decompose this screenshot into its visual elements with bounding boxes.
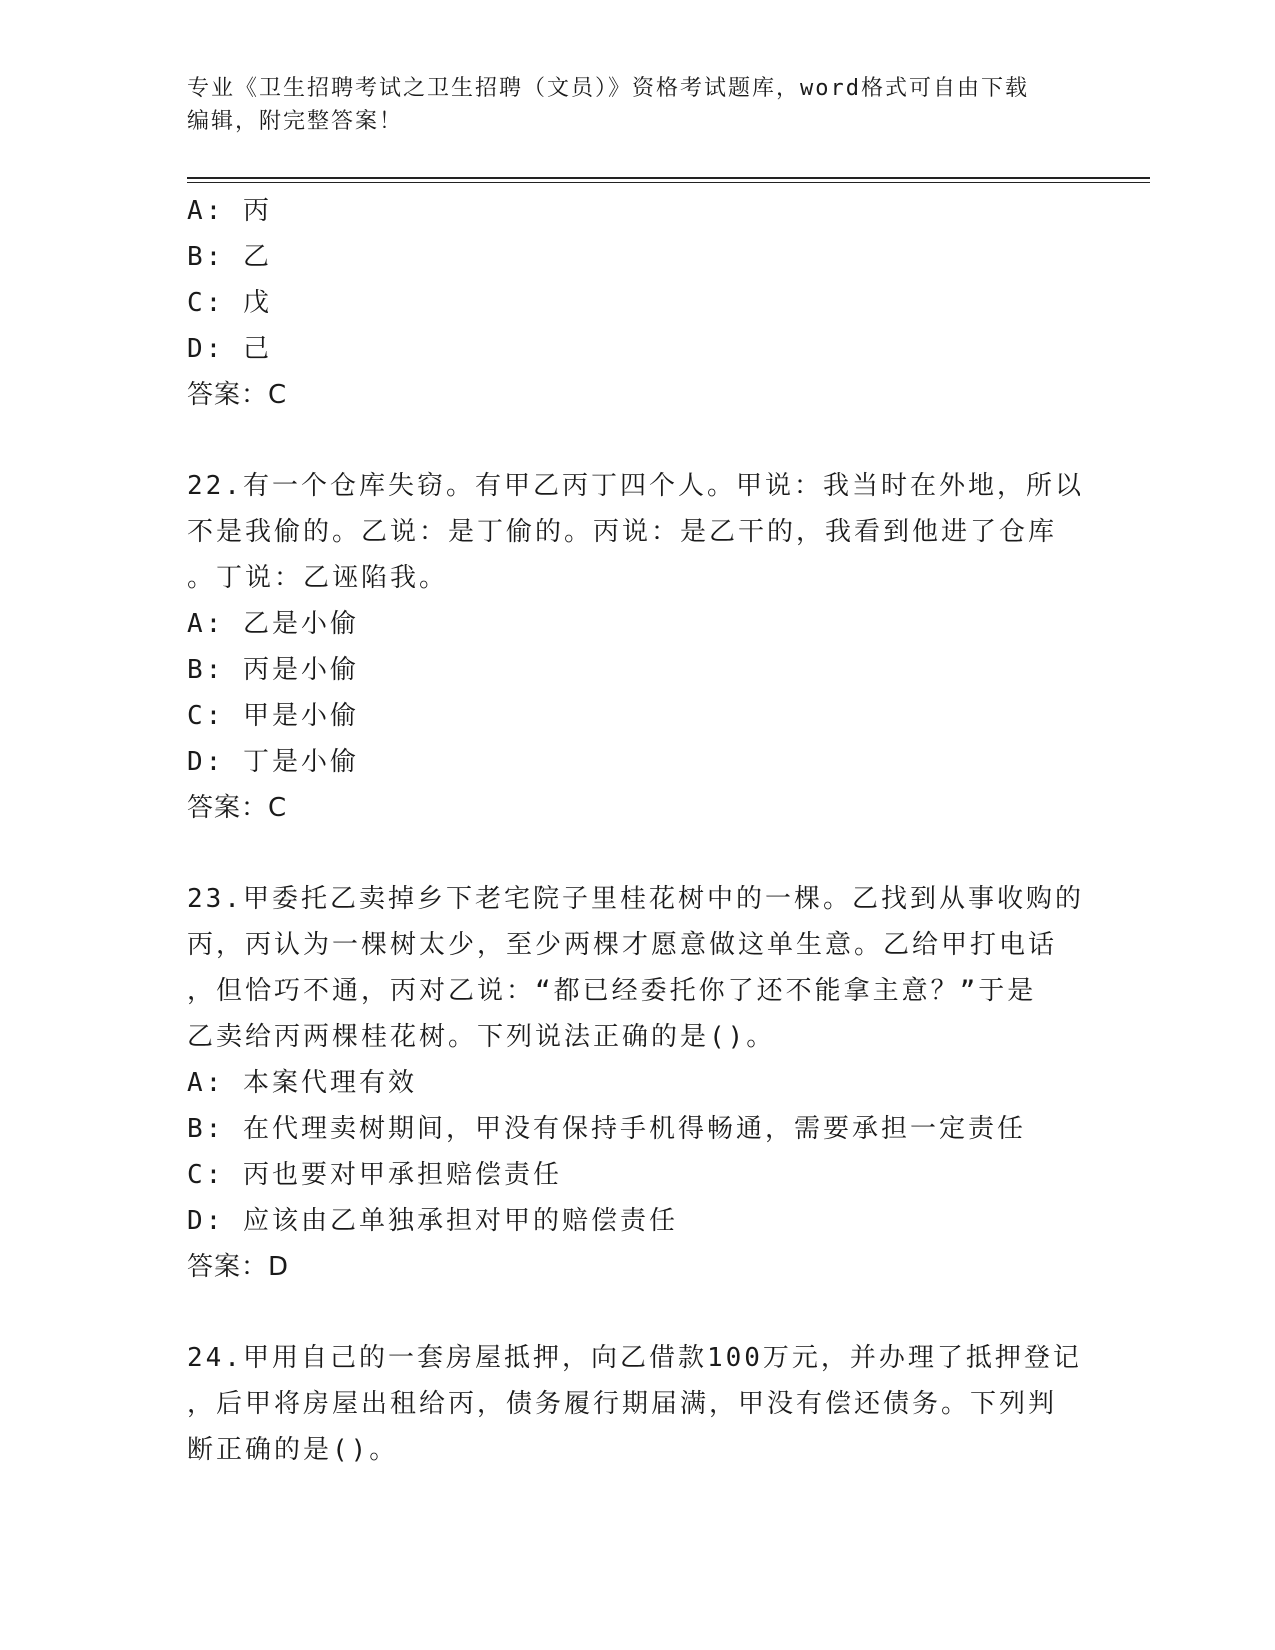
question-text-line: 。丁说：乙诬陷我。: [187, 563, 449, 593]
option-d: D: 应该由乙单独承担对甲的赔偿责任: [187, 1206, 678, 1236]
header-line-2: 编辑，附完整答案！: [187, 109, 404, 134]
question-text-line: 不是我偷的。乙说：是丁偷的。丙说：是乙干的，我看到他进了仓库: [187, 517, 1058, 547]
document-header: [187, 72, 1067, 138]
answer-line: 答案：D: [187, 1252, 290, 1282]
option-d: D: 己: [187, 334, 272, 364]
option-c: C: 戊: [187, 288, 272, 318]
question-text-line: 丙，丙认为一棵树太少，至少两棵才愿意做这单生意。乙给甲打电话: [187, 930, 1058, 960]
question-22: [187, 463, 1087, 831]
question-content: [187, 188, 1087, 1473]
question-21: [187, 188, 1087, 418]
spacer: [187, 1290, 1087, 1335]
option-b: B: 在代理卖树期间，甲没有保持手机得畅通，需要承担一定责任: [187, 1114, 1026, 1144]
spacer: [187, 831, 1087, 876]
header-line-1: 专业《卫生招聘考试之卫生招聘（文员）》资格考试题库，word格式可自由下载: [187, 76, 1029, 101]
option-a: A: 本案代理有效: [187, 1068, 417, 1098]
option-a: A: 乙是小偷: [187, 609, 359, 639]
question-text-line: 22.有一个仓库失窃。有甲乙丙丁四个人。甲说：我当时在外地，所以: [187, 471, 1084, 501]
question-text-line: ，后甲将房屋出租给丙，债务履行期届满，甲没有偿还债务。下列判: [187, 1389, 1058, 1419]
question-text-line: 断正确的是()。: [187, 1435, 399, 1465]
question-23: [187, 876, 1087, 1290]
option-d: D: 丁是小偷: [187, 747, 359, 777]
answer-line: 答案：C: [187, 380, 288, 410]
option-c: C: 甲是小偷: [187, 701, 359, 731]
option-c: C: 丙也要对甲承担赔偿责任: [187, 1160, 562, 1190]
option-b: B: 丙是小偷: [187, 655, 359, 685]
option-b: B: 乙: [187, 242, 272, 272]
option-a: A: 丙: [187, 196, 272, 226]
question-24: [187, 1335, 1087, 1473]
spacer: [187, 418, 1087, 463]
question-text-line: 23.甲委托乙卖掉乡下老宅院子里桂花树中的一棵。乙找到从事收购的: [187, 884, 1084, 914]
answer-line: 答案：C: [187, 793, 288, 823]
header-divider-thick: [187, 177, 1150, 179]
question-text-line: 乙卖给丙两棵桂花树。下列说法正确的是()。: [187, 1022, 776, 1052]
question-text-line: ，但恰巧不通，丙对乙说：“都已经委托你了还不能拿主意？”于是: [187, 976, 1037, 1006]
question-text-line: 24.甲用自己的一套房屋抵押，向乙借款100万元，并办理了抵押登记: [187, 1343, 1082, 1373]
header-divider-thin: [187, 182, 1150, 183]
